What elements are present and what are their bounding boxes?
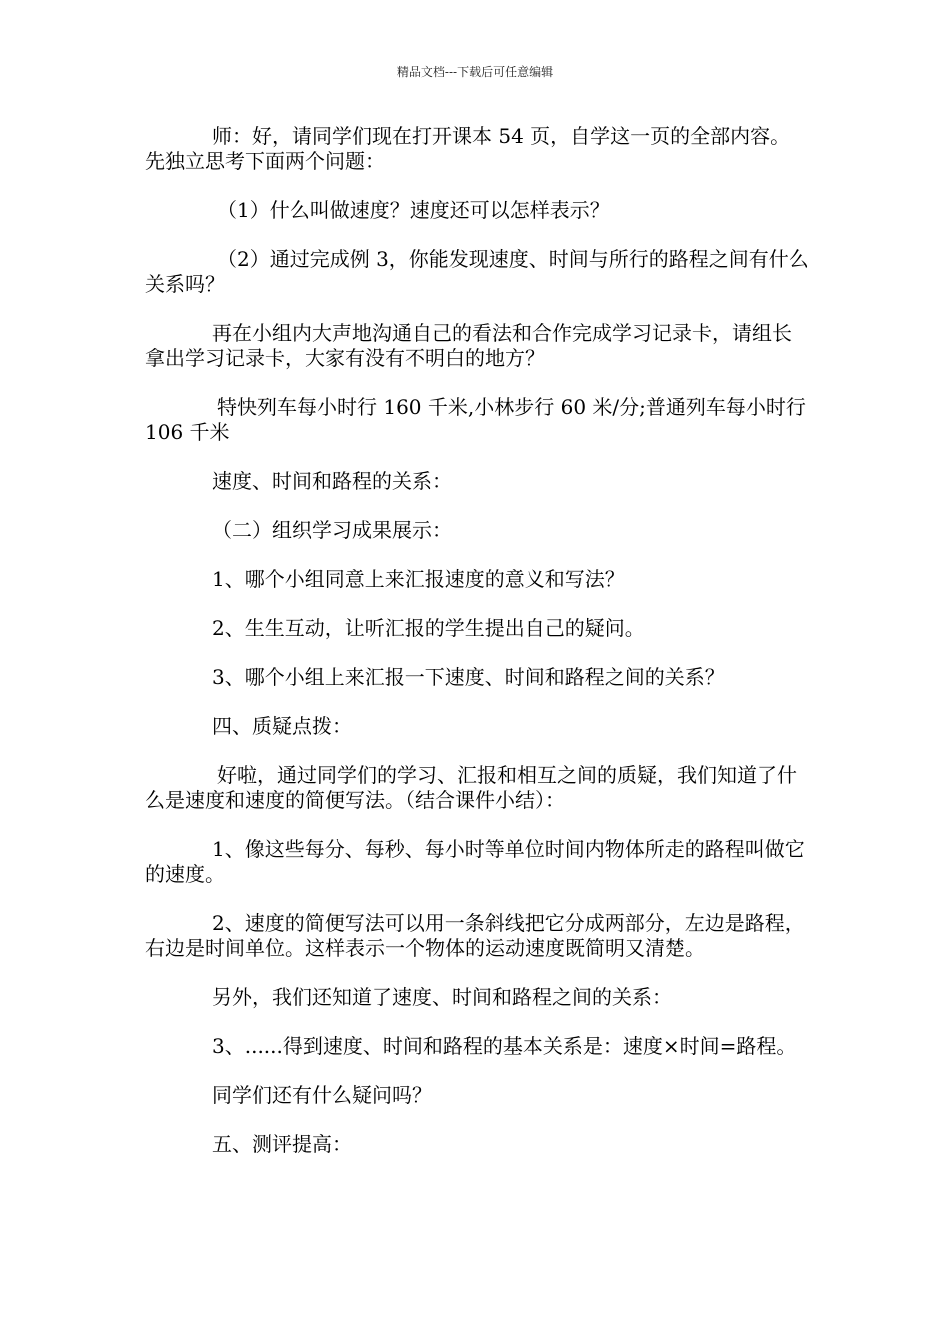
paragraph-teacher-intro: 师：好，请同学们现在打开课本 54 页，自学这一页的全部内容。先独立思考下面两个问题： bbox=[145, 124, 791, 173]
section-heading-five: 五、测评提高： bbox=[212, 1132, 352, 1156]
paragraph-item-3: 3、哪个小组上来汇报一下速度、时间和路程之间的关系？ bbox=[212, 665, 725, 689]
paragraph-question-2: （2）通过完成例 3，你能发现速度、时间与所行的路程之间有什么关系吗？ bbox=[145, 247, 809, 296]
paragraph-summary-1: 1、像这些每分、每秒、每小时等单位时间内物体所走的路程叫做它的速度。 bbox=[145, 837, 805, 886]
paragraph-relation-heading: 速度、时间和路程的关系： bbox=[212, 469, 452, 493]
paragraph-item-2: 2、生生互动，让听汇报的学生提出自己的疑问。 bbox=[212, 616, 645, 640]
paragraph-speed-examples: 特快列车每小时行 160 千米,小林步行 60 米/分;普通列车每小时行 106 千米 bbox=[145, 395, 806, 444]
section-heading-four: 四、质疑点拨： bbox=[212, 714, 352, 738]
paragraph-item-1: 1、哪个小组同意上来汇报速度的意义和写法？ bbox=[212, 567, 625, 591]
paragraph-relation-intro: 另外，我们还知道了速度、时间和路程之间的关系： bbox=[212, 985, 672, 1009]
paragraph-question-1: （1）什么叫做速度？速度还可以怎样表示？ bbox=[217, 198, 610, 222]
paragraph-summary-intro: 好啦，通过同学们的学习、汇报和相互之间的质疑，我们知道了什么是速度和速度的简便写法。（结合课件小结）： bbox=[145, 763, 797, 812]
paragraph-summary-2: 2、速度的简便写法可以用一条斜线把它分成两部分，左边是路程，右边是时间单位。这样表示一个物体的运动速度既简明又清楚。 bbox=[145, 911, 805, 960]
paragraph-section-two: （二）组织学习成果展示： bbox=[212, 518, 452, 542]
paragraph-group-discussion: 再在小组内大声地沟通自己的看法和合作完成学习记录卡，请组长拿出学习记录卡，大家有没有不明白的地方？ bbox=[145, 321, 792, 370]
paragraph-summary-3: 3、......得到速度、时间和路程的基本关系是：速度×时间=路程。 bbox=[212, 1034, 797, 1058]
page-header-note: 精品文档---下载后可任意编辑 bbox=[396, 65, 554, 79]
paragraph-any-questions: 同学们还有什么疑问吗？ bbox=[212, 1083, 432, 1107]
document-body bbox=[145, 124, 809, 1181]
